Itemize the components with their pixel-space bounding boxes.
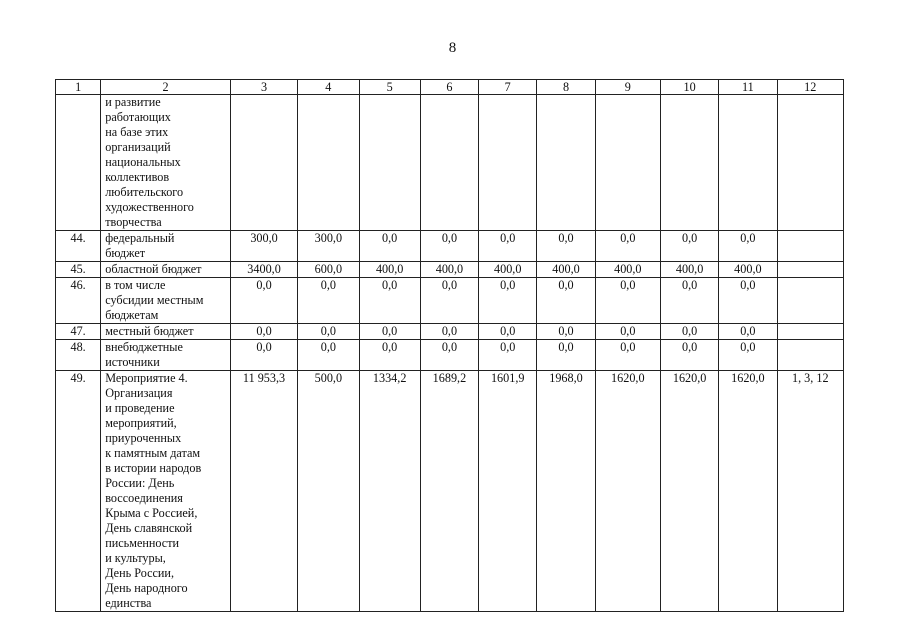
- note-cell: [777, 278, 843, 324]
- value-cell: 0,0: [359, 278, 420, 324]
- value-cell: 0,0: [298, 278, 359, 324]
- column-header: 1: [56, 80, 101, 95]
- value-cell: 0,0: [420, 278, 478, 324]
- value-cell: 0,0: [298, 340, 359, 371]
- value-cell: 0,0: [479, 324, 537, 340]
- value-cell: [660, 95, 718, 231]
- description-line: мероприятий,: [105, 416, 177, 430]
- value-cell: [595, 95, 660, 231]
- table-row: [56, 324, 844, 340]
- description-line: Крыма с Россией,: [105, 506, 198, 520]
- table-row: [56, 95, 844, 231]
- description-line: единства: [105, 596, 152, 610]
- value-cell: 400,0: [537, 262, 595, 278]
- table-body: [56, 95, 844, 612]
- value-cell: 0,0: [298, 324, 359, 340]
- note-cell: [777, 262, 843, 278]
- value-cell: 0,0: [660, 340, 718, 371]
- value-cell: 0,0: [595, 324, 660, 340]
- row-description: [101, 278, 231, 324]
- table-row: [56, 340, 844, 371]
- row-description: [101, 371, 231, 612]
- column-header: 3: [230, 80, 297, 95]
- value-cell: 400,0: [660, 262, 718, 278]
- column-header: 11: [719, 80, 777, 95]
- note-cell: [777, 95, 843, 231]
- description-line: творчества: [105, 215, 162, 229]
- note-cell: [777, 324, 843, 340]
- value-cell: 0,0: [420, 324, 478, 340]
- value-cell: 0,0: [359, 340, 420, 371]
- value-cell: 1620,0: [660, 371, 718, 612]
- description-line: и проведение: [105, 401, 175, 415]
- description-line: областной бюджет: [105, 262, 202, 276]
- description-line: национальных: [105, 155, 181, 169]
- value-cell: 0,0: [537, 278, 595, 324]
- value-cell: 400,0: [359, 262, 420, 278]
- column-header: 12: [777, 80, 843, 95]
- row-description: [101, 95, 231, 231]
- description-line: местный бюджет: [105, 324, 194, 338]
- value-cell: 1968,0: [537, 371, 595, 612]
- note-cell: 1, 3, 12: [777, 371, 843, 612]
- value-cell: [420, 95, 478, 231]
- note-cell: [777, 231, 843, 262]
- value-cell: 0,0: [420, 340, 478, 371]
- value-cell: 500,0: [298, 371, 359, 612]
- page-number: 8: [448, 40, 457, 56]
- description-line: России: День: [105, 476, 175, 490]
- description-line: бюджетам: [105, 308, 159, 322]
- description-line: в истории народов: [105, 461, 202, 475]
- description-line: на базе этих: [105, 125, 169, 139]
- value-cell: 0,0: [595, 340, 660, 371]
- value-cell: 0,0: [230, 340, 297, 371]
- value-cell: 0,0: [230, 278, 297, 324]
- table-header-row: [56, 80, 844, 95]
- row-description: [101, 324, 231, 340]
- column-header: 4: [298, 80, 359, 95]
- description-line: внебюджетные: [105, 340, 183, 354]
- row-number: 45.: [56, 262, 101, 278]
- value-cell: [537, 95, 595, 231]
- description-line: коллективов: [105, 170, 170, 184]
- description-line: к памятным датам: [105, 446, 201, 460]
- description-line: субсидии местным: [105, 293, 204, 307]
- description-line: любительского: [105, 185, 184, 199]
- value-cell: 0,0: [359, 324, 420, 340]
- value-cell: 1620,0: [719, 371, 777, 612]
- column-header: 2: [101, 80, 231, 95]
- value-cell: 400,0: [719, 262, 777, 278]
- description-line: и культуры,: [105, 551, 166, 565]
- row-description: [101, 262, 231, 278]
- description-line: воссоединения: [105, 491, 183, 505]
- value-cell: [230, 95, 297, 231]
- value-cell: 0,0: [719, 340, 777, 371]
- value-cell: 400,0: [420, 262, 478, 278]
- value-cell: 0,0: [479, 231, 537, 262]
- table-row: [56, 262, 844, 278]
- description-line: бюджет: [105, 246, 146, 260]
- value-cell: 0,0: [537, 324, 595, 340]
- table-row: [56, 231, 844, 262]
- description-line: Мероприятие 4.: [105, 371, 188, 385]
- row-number: 44.: [56, 231, 101, 262]
- description-line: приуроченных: [105, 431, 182, 445]
- description-line: День народного: [105, 581, 188, 595]
- value-cell: 0,0: [719, 278, 777, 324]
- column-header: 10: [660, 80, 718, 95]
- value-cell: [479, 95, 537, 231]
- note-cell: [777, 340, 843, 371]
- value-cell: 400,0: [595, 262, 660, 278]
- description-line: в том числе: [105, 278, 166, 292]
- description-line: письменности: [105, 536, 180, 550]
- value-cell: 0,0: [537, 231, 595, 262]
- value-cell: 1334,2: [359, 371, 420, 612]
- value-cell: 0,0: [660, 278, 718, 324]
- description-line: Организация: [105, 386, 173, 400]
- value-cell: 0,0: [537, 340, 595, 371]
- description-line: художественного: [105, 200, 194, 214]
- row-number: 48.: [56, 340, 101, 371]
- table-row: [56, 371, 844, 612]
- description-line: источники: [105, 355, 160, 369]
- value-cell: 3400,0: [230, 262, 297, 278]
- table-row: [56, 278, 844, 324]
- value-cell: [719, 95, 777, 231]
- row-number: 47.: [56, 324, 101, 340]
- column-header: 7: [479, 80, 537, 95]
- value-cell: 1620,0: [595, 371, 660, 612]
- value-cell: 400,0: [479, 262, 537, 278]
- value-cell: 0,0: [595, 231, 660, 262]
- budget-table: [55, 79, 844, 612]
- value-cell: 0,0: [420, 231, 478, 262]
- value-cell: 300,0: [230, 231, 297, 262]
- value-cell: 0,0: [595, 278, 660, 324]
- row-number: 49.: [56, 371, 101, 612]
- description-line: организаций: [105, 140, 171, 154]
- value-cell: [359, 95, 420, 231]
- description-line: День славянской: [105, 521, 193, 535]
- value-cell: 0,0: [660, 231, 718, 262]
- value-cell: 0,0: [479, 340, 537, 371]
- value-cell: 0,0: [359, 231, 420, 262]
- row-number: [56, 95, 101, 231]
- description-line: федеральный: [105, 231, 175, 245]
- value-cell: 0,0: [719, 324, 777, 340]
- row-description: [101, 231, 231, 262]
- value-cell: 0,0: [230, 324, 297, 340]
- value-cell: 300,0: [298, 231, 359, 262]
- value-cell: 600,0: [298, 262, 359, 278]
- value-cell: [298, 95, 359, 231]
- column-header: 6: [420, 80, 478, 95]
- column-header: 9: [595, 80, 660, 95]
- value-cell: 0,0: [479, 278, 537, 324]
- column-header: 5: [359, 80, 420, 95]
- description-line: и развитие: [105, 95, 161, 109]
- value-cell: 0,0: [719, 231, 777, 262]
- value-cell: 0,0: [660, 324, 718, 340]
- description-line: работающих: [105, 110, 171, 124]
- description-line: День России,: [105, 566, 174, 580]
- column-header: 8: [537, 80, 595, 95]
- value-cell: 1601,9: [479, 371, 537, 612]
- value-cell: 11 953,3: [230, 371, 297, 612]
- row-description: [101, 340, 231, 371]
- row-number: 46.: [56, 278, 101, 324]
- value-cell: 1689,2: [420, 371, 478, 612]
